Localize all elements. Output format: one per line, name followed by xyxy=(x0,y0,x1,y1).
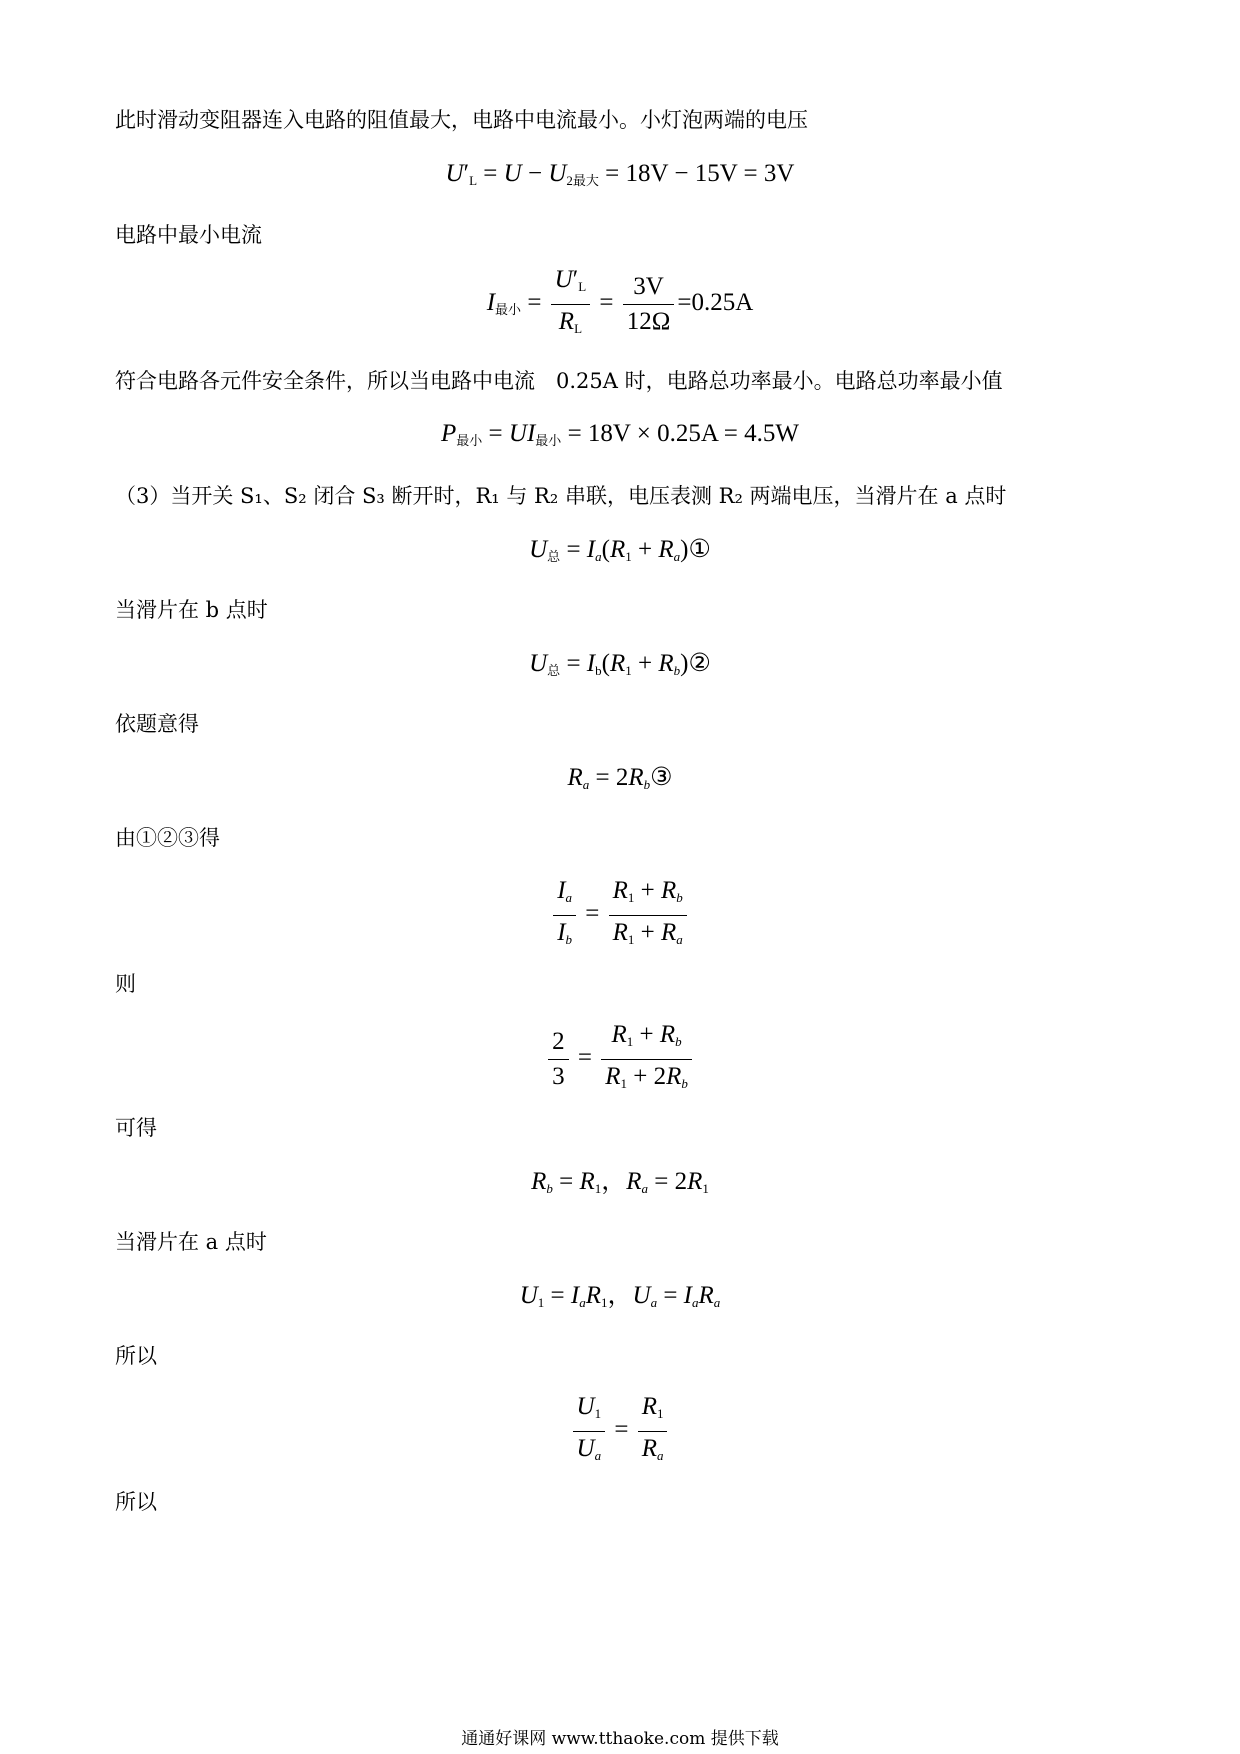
page-footer: 通通好课网 www.tthaoke.com 提供下载 xyxy=(461,1729,779,1749)
text-line-10: 当滑片在 a 点时 xyxy=(115,1230,267,1254)
equation-3: $R_a$ = $2R_b③$ xyxy=(567,764,673,792)
text-line-1: 此时滑动变阻器连入电路的阻值最大，电路中电流最小。小灯泡两端的电压 xyxy=(115,108,808,132)
text-line-8: 则 xyxy=(115,972,136,996)
equation-two-thirds: $\frac{2}{3}$ = $\frac{R_1 + R_b}{R_1 + 2R_b}$ xyxy=(0,1020,1240,1099)
text-line-5: 当滑片在 b 点时 xyxy=(115,598,268,622)
equation-current-ratio: $\frac{I_a}{I_b}$ = $\frac{R_1 + R_b}{R_1 + R_a}$ xyxy=(0,876,1240,955)
equation-min-power: $P_{最小} = UI_{最小} = 18V \times 0.25A = 4.5W$ xyxy=(441,420,799,448)
text-line-11: 所以 xyxy=(115,1344,157,1368)
text-line-2: 电路中最小电流 xyxy=(115,223,262,247)
equation-voltage-lamp: $U'_L = U - U_{2最大} = 18V - 15V = 3V$ xyxy=(445,160,795,188)
equation-1: $U_总 = I_a(R_1$ + $R_a)①$ xyxy=(529,536,711,564)
text-line-3: 符合电路各元件安全条件，所以当电路中电流 0.25A 时，电路总功率最小。电路总功率最小值 xyxy=(115,369,1003,393)
equation-voltage-ratio: $\frac{U_1}{U_a}$ = $\frac{R_1}{R_a}$ xyxy=(0,1392,1240,1471)
text-line-6: 依题意得 xyxy=(115,712,199,736)
text-line-4: （3）当开关 S₁、S₂ 闭合 S₃ 断开时，R₁ 与 R₂ 串联，电压表测 R₂ 两端电压，当滑片在 a 点时 xyxy=(115,484,1007,508)
equation-voltages: $U_1 = I_aR_1$，$U_a = I_aR_a$ xyxy=(519,1282,721,1310)
equation-2: $U_总 = I_b(R_1$ + $R_b)②$ xyxy=(529,650,711,678)
text-line-9: 可得 xyxy=(115,1116,157,1140)
equation-min-current: $I_{最小}$ = $\frac{U'_L}{R_L}$ = $\frac{3V}{12\Omega}$ =0.25A xyxy=(486,266,754,336)
text-line-12: 所以 xyxy=(115,1490,157,1514)
equation-resistances: $R_b = R_1$，$R_a = 2R_1$ xyxy=(531,1168,709,1196)
text-line-7: 由①②③得 xyxy=(115,826,220,850)
